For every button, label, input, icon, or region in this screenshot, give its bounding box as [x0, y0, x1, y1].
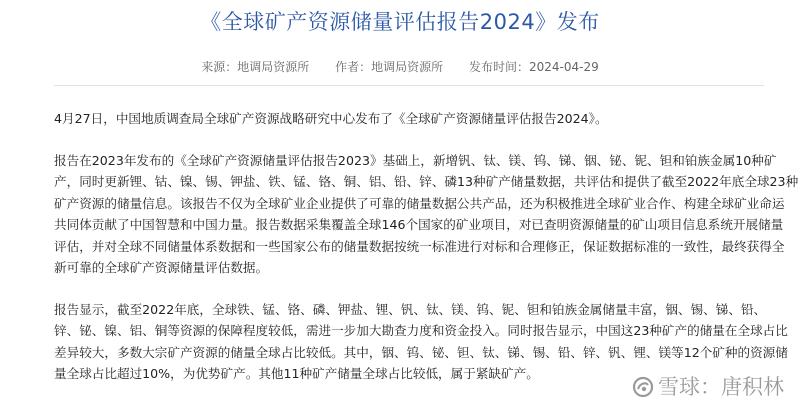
paragraph-line: 矿产资源的储量信息。该报告不仅为全球矿业企业提供了可靠的储量数据公共产品，还为积极推进全球矿业合作、构建全球矿业命运 — [54, 195, 785, 211]
paragraph-line: 4月27日，中国地质调查局全球矿产资源战略研究中心发布了《全球矿产资源储量评估报告2024》。 — [54, 111, 608, 126]
paragraph-3 — [54, 299, 788, 385]
article-source: 来源：地调局资源所 — [201, 60, 310, 74]
paragraph-line: 锌、铋、镍、铝、铜等资源的保障程度较低，需进一步加大勘查力度和资金投入。同时报告显示，中国这23种矿产的储量在全球占比 — [54, 323, 788, 338]
paragraph-line: 量全球占比超过10%，为优势矿产。其他11种矿产储量全球占比较低，属于紧缺矿产。 — [54, 366, 539, 381]
paragraph-line: 产，同时更新锂、钴、镍、锡、钾盐、铁、锰、铬、铜、铝、铅、锌、磷13种矿产储量数据，共评估和提供了截至2022年底全球23种 — [54, 174, 799, 189]
paragraph-line: 差异较大，多数大宗矿产资源的储量全球占比较低。其中，铟、钨、铋、钽、钛、锑、锡、铅、锌、钒、锂、镁等12个矿种的资源储 — [54, 344, 788, 360]
paragraph-line: 共同体贡献了中国智慧和中国力量。报告数据采集覆盖全球146个国家的矿业项目，对已查明资源储量的矿山项目信息系统开展储量 — [54, 217, 784, 232]
article-author: 作者：地调局资源所 — [335, 60, 444, 74]
article-body — [54, 108, 799, 405]
watermark — [632, 374, 784, 400]
paragraph-line: 报告显示，截至2022年底，全球铁、锰、铬、磷、钾盐、锂、钒、钛、镁、钨、铌、钽和铂族金属储量丰富，铟、锡、锑、铅、 — [54, 301, 767, 317]
paragraph-line: 新可靠的全球矿产资源储量评估数据。 — [54, 260, 269, 275]
article-published-time: 发布时间：2024-04-29 — [468, 60, 599, 74]
paragraph-2 — [54, 150, 799, 279]
article-meta — [0, 59, 800, 75]
paragraph-line: 报告在2023年发布的《全球矿产资源储量评估报告2023》基础上，新增钒、钛、镁、钨、锑、铟、铋、铌、钽和铂族金属10种矿 — [54, 152, 777, 168]
paragraph-1 — [54, 108, 768, 130]
article-title: 《全球矿产资源储量评估报告2024》发布 — [200, 10, 600, 34]
title-divider — [54, 85, 764, 86]
snowball-logo-icon — [632, 376, 654, 398]
paragraph-line: 评估，并对全球不同储量体系数据和一些国家公布的储量数据按统一标准进行对标和合理修正，保证数据标准的一致性，最终获得全 — [54, 238, 785, 254]
watermark-text: 雪球：唐积林 — [658, 375, 784, 399]
